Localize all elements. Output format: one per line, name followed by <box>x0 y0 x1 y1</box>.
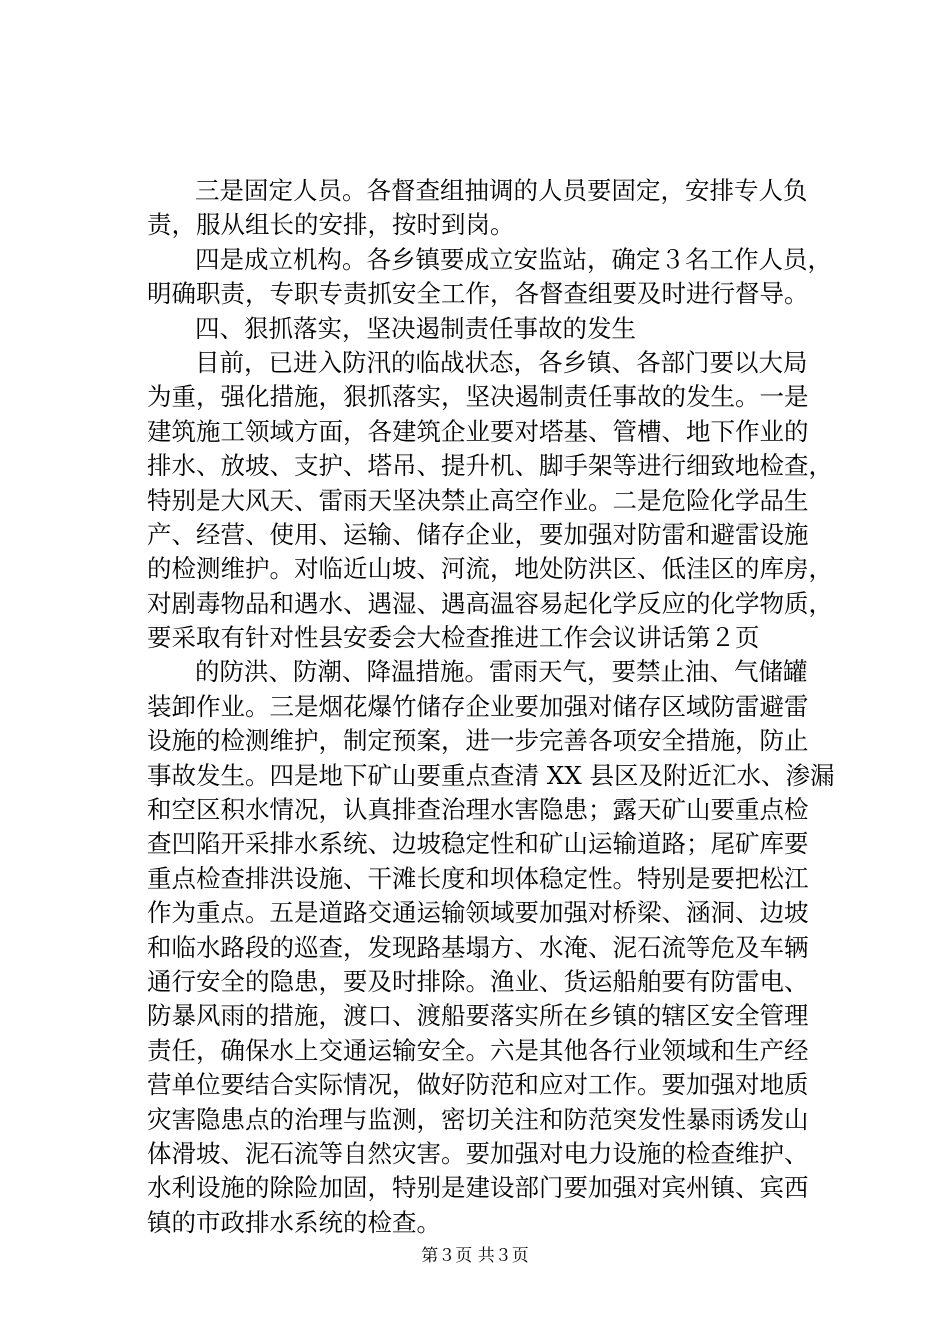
document-line: 事故发生。四是地下矿山要重点查清 XX 县区及附近汇水、渗漏 <box>147 760 835 790</box>
document-body <box>147 174 847 1240</box>
document-line: 水利设施的除险加固，特别是建设部门要加强对宾州镇、宾西 <box>147 1173 809 1203</box>
document-line: 营单位要结合实际情况，做好防范和应对工作。要加强对地质 <box>147 1070 809 1100</box>
page-number-footer: 第３页 共３页 <box>421 1246 529 1266</box>
document-line: 的检测维护。对临近山坡、河流，地处防洪区、低洼区的库房， <box>147 554 833 584</box>
document-line: 责任，确保水上交通运输安全。六是其他各行业领域和生产经 <box>147 1035 809 1065</box>
document-line: 三是固定人员。各督查组抽调的人员要固定，安排专人负 <box>195 176 808 205</box>
document-line: 明确职责，专职专责抓安全工作，各督查组要及时进行督导。 <box>147 279 809 309</box>
document-line: 为重，强化措施，狠抓落实，坚决遏制责任事故的发生。一是 <box>147 382 809 412</box>
document-line: 设施的检测维护，制定预案，进一步完善各项安全措施，防止 <box>147 726 809 756</box>
document-line: 和空区积水情况，认真排查治理水害隐患；露天矿山要重点检 <box>147 795 809 825</box>
document-line: 对剧毒物品和遇水、遇湿、遇高温容易起化学反应的化学物质， <box>147 588 833 618</box>
document-line: 镇的市政排水系统的检查。 <box>147 1207 441 1237</box>
document-line: 装卸作业。三是烟花爆竹储存企业要加强对储存区域防雷避雷 <box>147 691 809 721</box>
document-line: 重点检查排洪设施、干滩长度和坝体稳定性。特别是要把松江 <box>147 863 809 893</box>
document-line: 和临水路段的巡查，发现路基塌方、水淹、泥石流等危及车辆 <box>147 932 809 962</box>
document-line: 的防洪、防潮、降温措施。雷雨天气，要禁止油、气储罐 <box>195 657 808 687</box>
document-line: 体滑坡、泥石流等自然灾害。要加强对电力设施的检查维护、 <box>147 1138 809 1168</box>
document-line: 查凹陷开采排水系统、边坡稳定性和矿山运输道路；尾矿库要 <box>147 829 809 859</box>
document-line: 特别是大风天、雷雨天坚决禁止高空作业。二是危险化学品生 <box>147 485 809 515</box>
document-line: 排水、放坡、支护、塔吊、提升机、脚手架等进行细致地检查， <box>147 451 833 481</box>
document-line: 灾害隐患点的治理与监测，密切关注和防范突发性暴雨诱发山 <box>147 1104 809 1134</box>
document-line: 要采取有针对性县安委会大检查推进工作会议讲话第２页 <box>147 623 760 653</box>
document-line: 防暴风雨的措施，渡口、渡船要落实所在乡镇的辖区安全管理 <box>147 1001 809 1031</box>
document-line: 责，服从组长的安排，按时到岗。 <box>147 210 515 240</box>
document-line: 四、狠抓落实，坚决遏制责任事故的发生 <box>195 313 636 343</box>
document-line: 目前，已进入防汛的临战状态，各乡镇、各部门要以大局 <box>195 347 808 377</box>
document-line: 产、经营、使用、运输、储存企业，要加强对防雷和避雷设施 <box>147 519 809 549</box>
document-line: 作为重点。五是道路交通运输领域要加强对桥梁、涵洞、边坡 <box>147 898 809 928</box>
document-line: 四是成立机构。各乡镇要成立安监站，确定３名工作人员， <box>195 244 832 274</box>
document-line: 建筑施工领域方面，各建筑企业要对塔基、管槽、地下作业的 <box>147 416 809 446</box>
document-line: 通行安全的隐患，要及时排除。渔业、货运船舶要有防雷电、 <box>147 966 809 996</box>
